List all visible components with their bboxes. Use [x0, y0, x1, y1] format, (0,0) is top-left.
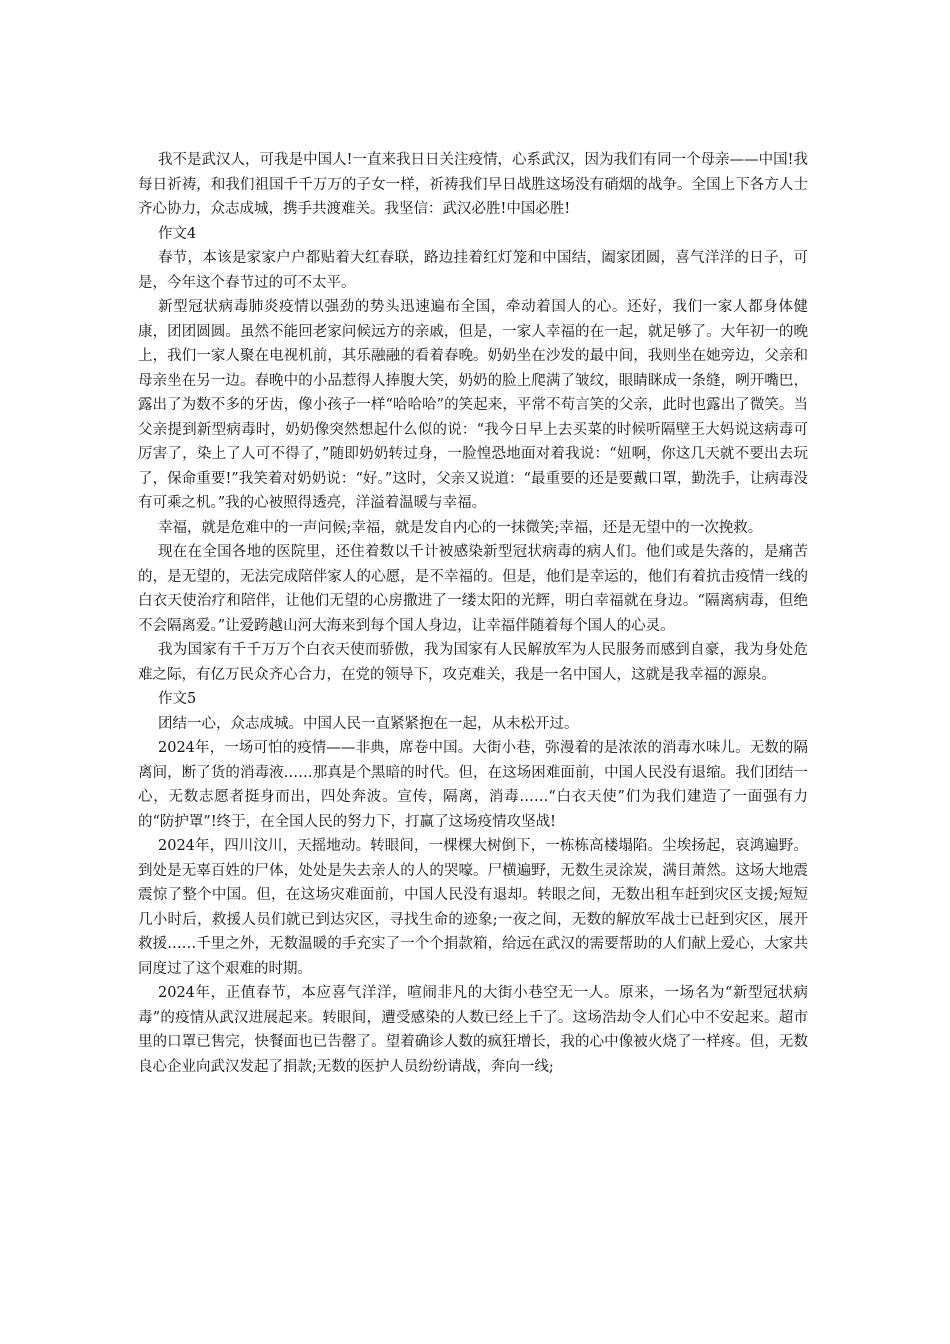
paragraph-7: 团结一心，众志成城。中国人民一直紧紧抱在一起，从未松开过。 — [158, 715, 579, 732]
paragraph-6: 我为国家有千千万万个白衣天使而骄傲，我为国家有人民解放军为人民服务而感到自豪，我为身处危难之际，有亿万民众齐心合力，在党的领导下，攻克难关，我是一名中国人，这就是我幸福的源泉。 — [138, 642, 808, 683]
paragraph-8: 2024年，一场可怕的疫情——非典，席卷中国。大街小巷，弥漫着的是浓浓的消毒水味儿。无数的隔离间，断了货的消毒液……那真是个黑暗的时代。但，在这场困难面前，中国人民没有退缩。我们团结一心，无数志愿者挺身而出，四处奔波。宣传，隔离，消毒……“白衣天使”们为我们建造了一面强有力的“防护罩”!终于，在全国人民的努力下，打赢了这场疫情攻坚战! — [138, 740, 808, 830]
section-heading-5: 作文5 — [158, 691, 197, 707]
paragraph-9: 2024年，四川汶川，天摇地动。转眼间，一棵棵大树倒下，一栋栋高楼塌陷。尘埃扬起，哀鸿遍野。到处是无辜百姓的尸体，处处是失去亲人的人的哭嚎。尸横遍野，无数生灵涂炭，满目萧然。这场大地震震惊了整个中国。但，在这场灾难面前，中国人民没有退却。转眼之间，无数出租车赶到灾区支援;短短几小时后，救援人员们就已到达灾区，寻找生命的迹象;一夜之间，无数的解放军战士已赶到灾区，展开救援……千里之外，无数温暖的手充实了一个个捐款箱，给远在武汉的需要帮助的人们献上爱心，大家共同度过了这个艰难的时期。 — [138, 838, 808, 977]
paragraph-1: 我不是武汉人，可我是中国人!一直来我日日关注疫情，心系武汉，因为我们有同一个母亲——中国!我每日祈祷，和我们祖国千千万万的子女一样，祈祷我们早日战胜这场没有硝烟的战争。全国上下各方人士齐心协力，众志成城，携手共渡难关。我坚信：武汉必胜!中国必胜! — [138, 152, 808, 217]
essay-text — [138, 148, 808, 1079]
paragraph-3: 新型冠状病毒肺炎疫情以强劲的势头迅速遍布全国，牵动着国人的心。还好，我们一家人都身体健康，团团圆圆。虽然不能回老家问候远方的亲戚，但是，一家人幸福的在一起，就足够了。大年初一的晚上，我们一家人聚在电视机前，其乐融融的看着春晚。奶奶坐在沙发的最中间，我则坐在她旁边，父亲和母亲坐在另一边。春晚中的小品惹得人捧腹大笑，奶奶的脸上爬满了皱纹，眼睛眯成一条缝，咧开嘴巴，露出了为数不多的牙齿，像小孩子一样“哈哈哈”的笑起来，平常不苟言笑的父亲，此时也露出了微笑。当父亲提到新型病毒时，奶奶像突然想起什么似的说：“我今日早上去买菜的时候听隔壁王大妈说这病毒可厉害了，染上了人可不得了，”随即奶奶转过身，一脸惶恐地面对着我说：“妞啊，你这几天就不要出去玩了，保命重要!”我笑着对奶奶说：“好。”这时，父亲又说道：“最重要的还是要戴口罩，勤洗手，让病毒没有可乘之机。”我的心被照得透亮，洋溢着温暖与幸福。 — [138, 299, 808, 511]
paragraph-5: 现在在全国各地的医院里，还住着数以千计被感染新型冠状病毒的病人们。他们或是失落的，是痛苦的，是无望的，无法完成陪伴家人的心愿，是不幸福的。但是，他们是幸运的，他们有着抗击疫情一线的白衣天使治疗和陪伴，让他们无望的心房撒进了一缕太阳的光辉，明白幸福就在身边。“隔离病毒，但绝不会隔离爱。”让爱跨越山河大海来到每个国人身边，让幸福伴随着每个国人的心灵。 — [138, 544, 808, 634]
paragraph-10: 2024年，正值春节，本应喜气洋洋，喧闹非凡的大街小巷空无一人。原来，一场名为“新型冠状病毒”的疫情从武汉进展起来。转眼间，遭受感染的人数已经上千了。这场浩劫令人们心中不安起来。超市里的口罩已售完，快餐面也已告罄了。望着确诊人数的疯狂增长，我的心中像被火烧了一样疼。但，无数良心企业向武汉发起了捐款;无数的医护人员纷纷请战，奔向一线; — [138, 985, 808, 1075]
section-heading-4: 作文4 — [158, 225, 197, 242]
paragraph-4: 幸福，就是危难中的一声问候;幸福，就是发自内心的一抹微笑;幸福，还是无望中的一次挽救。 — [158, 519, 763, 536]
paragraph-2: 春节，本该是家家户户都贴着大红春联，路边挂着红灯笼和中国结，阖家团圆，喜气洋洋的日子，可是，今年这个春节过的可不太平。 — [138, 250, 808, 291]
